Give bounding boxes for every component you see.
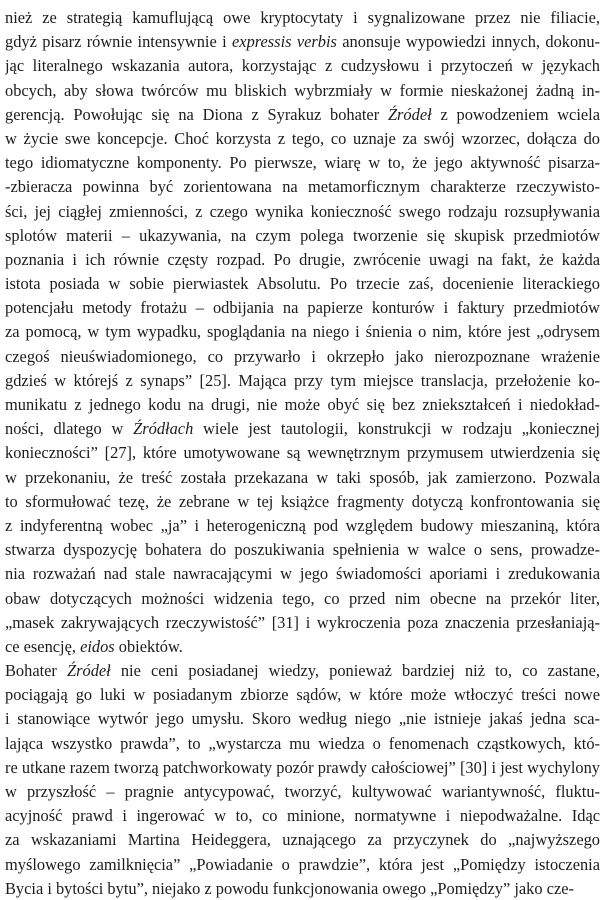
text-line: „masek zakrywających rzeczywistość” [31] i wykroczenia poza znaczenia przesłaniają-: [5, 612, 600, 632]
text-line: splotów materii – ukazywania, na czym polega tworzenie się skupisk przedmiotów: [5, 225, 600, 245]
text-line: gdyż pisarz równie intensywnie i expressis verbis anonsuje wypowiedzi innych, dokonu-: [5, 32, 600, 52]
text-line: acyjność prawd i ingerować w to, co minione, normatywne i niepodważalne. Idąc: [5, 806, 600, 826]
paragraph-1: [5, 6, 600, 659]
text-line: za pomocą, w tym wypadku, spoglądania na niego i śnienia o nim, które jest „odrysem: [5, 322, 600, 342]
text-line: myślowego zamilknięcia” „Powiadanie o prawdzie”, która jest „Pomiędzy istoczenia: [5, 854, 600, 874]
paragraph-2: [5, 659, 600, 900]
text-line: w życie swe koncepcje. Choć korzysta z tego, co uznaje za swój wzorzec, dołącza do: [5, 128, 600, 148]
text-line: tego idiomatyczne komponenty. Po pierwsze, wiarę w to, że jego aktywność pisarza-: [5, 153, 600, 173]
text-line: lająca wszystko prawda”, to „wystarcza mu wiedza o fenomenach cząstkowych, któ-: [5, 733, 600, 753]
text-line: re utkane razem tworzą patchworkowaty pozór prawdy całościowej” [30] i jest wychylony: [5, 757, 600, 777]
text-line: to sformułować tezę, że zebrane w tej książce fragmenty dotyczą konfrontowania się: [5, 491, 600, 511]
text-line: munikatu z jednego kodu na drugi, nie może obyć się bez zniekształceń i niedokład-: [5, 395, 600, 414]
text-line: ce esencję, eidos obiektów.: [5, 636, 183, 656]
text-line: i stanowiące wytwór jego umysłu. Skoro według niego „nie istnieje jakaś jedna sca-: [5, 709, 600, 729]
text-line: za wskazaniami Martina Heideggera, uznającego za przyczynek do „najwyższego: [5, 830, 600, 850]
text-line: ności, dlatego w Źródłach wiele jest tautologii, konstrukcji w rodzaju „koniecznej: [5, 419, 600, 439]
text-line: pociągają go luki w posiadanym zbiorze sądów, w które może wtłoczyć treści nowe: [5, 685, 600, 705]
text-line: czegoś nieuświadomionego, co przywarło i okrzepło jako nierozpoznane wrażenie: [5, 346, 600, 366]
text-line: obaw dotyczących możności widzenia tego, co przed nim obecne na przekór liter,: [5, 588, 600, 608]
text-line: nież ze strategią kamuflującą owe kryptocytaty i sygnalizowane przez nie filiacie,: [5, 8, 600, 27]
text-line: Bycia i bytości bytu”, niejako z powodu funkcjonowania owego „Pomiędzy” jako cze-: [5, 878, 574, 898]
text-line: nia rozważań nad stale nawracającymi w jego świadomości aporiami i zredukowania: [5, 564, 600, 584]
text-line: stwarza dyspozycję bohatera do poszukiwania spełnienia w walce o sens, prowadze-: [5, 540, 600, 560]
text-line: poznania i ich równie częsty rozpad. Po drugie, zwrócenie uwagi na fakt, że każda: [5, 249, 600, 269]
text-line: potencjału metody frotażu – odbijania na papierze konturów i faktury przedmiotów: [5, 298, 600, 318]
text-line: z indyferentną wobec „ja” i heterogeniczną pod względem budowy mieszaniną, która: [5, 515, 600, 535]
text-line: istota posiada w sobie pierwiastek Absolutu. Po trzecie zaś, docenienie literackiego: [5, 274, 600, 294]
text-line: Bohater Źródeł nie ceni posiadanej wiedzy, ponieważ bardziej niż to, co zastane,: [5, 661, 600, 681]
text-line: gdzieś w którejś z synaps” [25]. Mająca przy tym miejsce translacja, przełożenie ko-: [5, 370, 600, 390]
text-line: -zbieracza powinna być zorientowana na metamorficznym charakterze rzeczywisto-: [5, 177, 600, 197]
text-line: konieczności” [27], które umotywowane są wewnętrznym przymusem utwierdzenia się: [5, 443, 600, 463]
text-line: obcych, aby słowa twórców mu bliskich wybrzmiały w formie nieskażonej żadną in-: [5, 80, 600, 100]
text-line: w przyszłość – pragnie antycypować, tworzyć, kultywować wariantywność, fluktu-: [5, 782, 600, 801]
text-line: jąc literalnego wskazania autora, korzystając z cudzysłowu i przytoczeń w językach: [5, 56, 600, 76]
text-line: gerencją. Powołując się na Diona z Syrakuz bohater Źródeł z powodzeniem wciela: [5, 104, 600, 124]
text-line: ści, jej ciągłej zmienności, z czego wynika konieczność swego rodzaju rozsupływania: [5, 201, 600, 221]
text-line: w przekonaniu, że treść została przekazana w taki sposób, jak zamierzono. Pozwala: [5, 467, 600, 487]
